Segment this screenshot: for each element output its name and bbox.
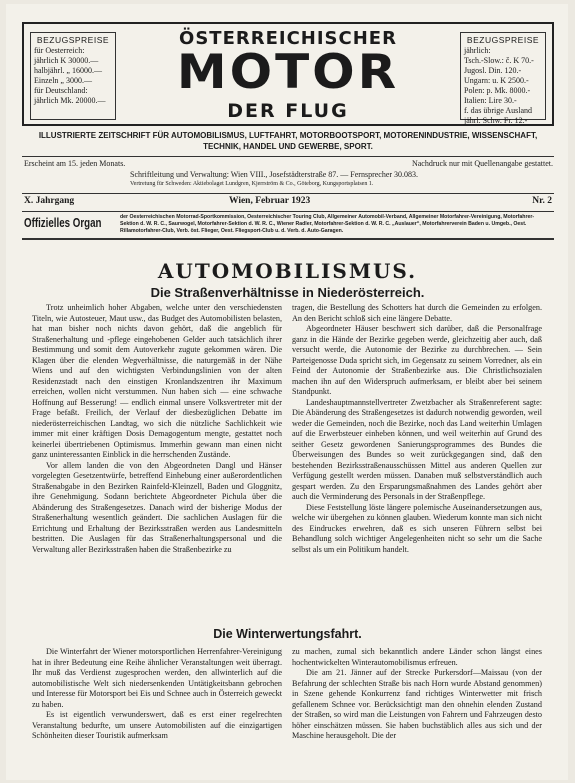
article-title: Die Straßenverhältnisse in Niederösterreich. [150, 285, 425, 300]
article-title: Die Winterwertungsfahrt. [213, 627, 362, 641]
paragraph: Vor allem landen die von den Abgeordneten Dangl und Hänser vorgelegten Gesetzentwürfe, betreffend Einhebung einer außerordentlichen Straßenabgabe in den Bezirken Rainfeld-Kleinzell, Baden und Gloggnitz, ihre Genehmigung. Sodann berichtete Abgeordneter Pichula über die Abänderung des Straßengesetzes. Danach wird der bisherige Modus der Straßenerhaltung wesentlich geändert. Die sachlichen Auslagen für die Errichtung und Erhaltung der Bezirksstraßen werden aus Landesmitteln bestritten. Die Auslagen für das Straßenerhaltungspersonal und die Verwaltung aller Bezirksstraßen haben die Straßenbezirke zu [32, 460, 282, 554]
subscription-line: jährl. Schw. Fr. 12.- [464, 116, 528, 125]
volume: X. Jahrgang [24, 196, 75, 206]
subscription-line: halbjährl. „ 16000.— [34, 66, 102, 75]
title-top: ÖSTERREICHISCHER [179, 28, 397, 49]
divider [22, 211, 554, 212]
subscription-line: Italien: Lire 30.- [464, 96, 517, 105]
subscription-line: Tsch.-Slow.: č. K 70.- [464, 56, 534, 65]
paragraph: Die am 21. Jänner auf der Strecke Purkersdorf—Maissau (von der Befahrung der schlechten Straße bis nach Horn wurde Abstand genommen) in Szene gehende Konkurrenz fand richtiges Winterwetter mit frisch gefallenem Schnee vor. Berücksichtigt man den ohnehin elenden Zustand der Straßen, so wird man die Leistungen von Fahrern und Fahrzeugen desto höher einschätzen müssen. Sie haben buchstäblich alles aus sich und der Maschine herausgeholt. Die der [292, 668, 542, 740]
article-column-right [292, 303, 542, 620]
paragraph: Trotz unheimlich hoher Abgaben, welche unter den verschiedensten Titeln, wie Autosteuer, Maut usw., das Budget des Automobilisten belasten, hat man bisher noch nichts davon gehört, daß die angeblich für Straßenerhaltung und -pflege eingehobenen Gelder auch tatsächlich ihrer Bestimmung und somit dem Autoverkehr zugute gekommen wären. Die Klagen über die elenden Wegverhältnisse, die naturgemäß in der Nähe Wiens und auf den wichtigsten Verbindungslinien von der alten Residenzstadt nach den einstigen Kronlandszentren ihr Maximum erreichen, wollen nicht verstummen. Nun haben sich — eine schwache Hoffnung auf Besserung! — endlich einmal unsere Volksvertreter mit der Frage befaßt. Freilich, der Verlauf der diesbezüglichen Debatte im niederösterreichischen Landtag, wo sich die nützliche Sachlichkeit wie immer mit einer kräftigen Dosis Demagogentum mengte, gestattet noch keinerlei übertriebenen Optimismus. Immerhin gewann man einen nicht ganz uninteressanten Einblick in die herrschenden Zustände. [32, 303, 282, 459]
divider [22, 193, 554, 194]
issue-date: Wien, Februar 1923 [229, 196, 311, 206]
masthead-tagline: ILLUSTRIERTE ZEITSCHRIFT FÜR AUTOMOBILISMUS, LUFTFAHRT, MOTORBOOTSPORT, MOTORENINDUSTRIE, WISSENSCHAFT, TECHNIK, HANDEL UND GEWERBE, SPORT. [38, 131, 538, 151]
divider [22, 238, 554, 240]
subscription-line: für Oesterreich: [34, 46, 85, 55]
subscription-line: Einzeln „ 3000.— [34, 76, 92, 85]
subscription-line: jährlich K 30000.— [34, 56, 99, 65]
paragraph: Die Winterfahrt der Wiener motorsportlichen Herrenfahrer-Vereinigung hat in ihrer Bedeutung eine Reihe ähnlicher Veranstaltungen weit überragt. Ihr muß das Verdienst zugesprochen werden, den allwinterlich auf die automobilistische Welt sich niedersenkenden Untätigkeitsbann gebrochen und Interesse für Motorsport bei Eis und Schnee auch in Österreich geweckt zu haben. [32, 647, 282, 709]
subscription-line: Jugosl. Din. 120.- [464, 66, 522, 75]
official-organ-text: der Oesterreichischen Motorrad-Sportkommission, Oesterreichischer Touring Club, Allgemeiner Automobil-Verband, Allgemeiner Motorfahrer-Vereinigung, Motorfahrer-Sektion d. W. R. C., Saurwogel, Motorfahrer-Sektion d. W. R. C., Wiener Radler, Motorfahrer-Sektion d. W. R. C. „Auslauer“, Motorfahrerverein Baden u. Umgeb., Oest. Rillamotorfahrer-Club, Verb. öst. Flieger, Oest. Fliegsport-Club u. d. Verb. d. Auto-Garagen. [120, 214, 535, 234]
article-column-left [32, 647, 282, 777]
reprint-notice: Nachdruck nur mit Quellenangabe gestattet. [411, 159, 553, 168]
article-column-left [32, 303, 282, 620]
title-main: MOTOR [176, 44, 400, 100]
subscription-box-foreign [460, 32, 546, 125]
issue-row [24, 196, 552, 210]
subscription-line: jährlich: [464, 46, 491, 55]
section-title: AUTOMOBILISMUS. [157, 259, 418, 283]
divider [22, 156, 554, 157]
subscription-line: f. das übrige Ausland [464, 106, 532, 115]
official-organ-label: Offizielles Organ [24, 215, 102, 230]
editorial-address: Schriftleitung und Verwaltung: Wien VIII., Josefstädterstraße 87. — Fernsprecher 30.083. [130, 170, 419, 179]
subscription-heading: BEZUGSPREISE [36, 35, 110, 45]
title-sub: DER FLUG [227, 100, 349, 122]
issue-number: Nr. 2 [532, 196, 552, 206]
publication-frequency: Erscheint am 15. jeden Monats. [24, 159, 126, 168]
subscription-line: Ungarn: u. K 2500.- [464, 76, 529, 85]
masthead-title [122, 24, 454, 126]
paragraph: Diese Feststellung löste längere polemische Auseinandersetzungen aus, welche wir übergehen zu können glauben. Wiederum konnte man sich nicht des Eindruckes erwehren, daß es sich unseren Führern selbst bei Behandlung solch wichtiger Angelegenheiten nicht so sehr um die Sache selbst als um ein Politikum handelt. [292, 502, 542, 554]
subscription-line: für Deutschland: [34, 86, 88, 95]
sweden-representation: Vertretung für Schweden: Aktiebolaget Lundgren, Kjerrström & Co., Göteborg, Kungsportsplatsen 1. [130, 181, 374, 187]
paragraph: tragen, die Bestellung des Schotters hat durch die Gemeinden zu erfolgen. An den Bericht schloß sich eine längere Debatte. [292, 303, 542, 323]
subscription-line: Polen: p. Mk. 8000.- [464, 86, 531, 95]
subscription-box-austria [30, 32, 116, 120]
subscription-line: jährlich Mk. 20000.— [34, 96, 106, 105]
paragraph: Landeshauptmannstellvertreter Zwetzbacher als Straßenreferent sagte: Die Abänderung des Straßengesetzes ist dadurch notwendig geworden, weil weder die Gemeinden, noch die Bezirke, noch das Land weiterhin Umlagen auf die Erwerbsteuer einheben können, und weil weiterhin auf Grund des seither Gesetz gewordenen Sanierungsprogrammes des Bundes die Überweisungen des Bundes so weit zurückgegangen sind, daß den bestehenden Bezirksstraßenausschüssen Mittel aus anderen Quellen zur Verfügung gestellt werden müssen. Danaben muß selbstverständlich auch gespart werden. Zu den Ersparungsmaßnahmen des Landes gehört aber auch die Verminderung des Personals in der Straßenpflege. [292, 397, 542, 501]
paragraph: Es ist eigentlich verwunderswert, daß es erst einer regelrechten Veranstaltung bedurfte, um unsere Automobilisten auf die einzigartigen Schönheiten dieser Touristik aufmerksam [32, 710, 282, 740]
paragraph: zu machen, zumal sich bekanntlich andere Länder schon längst eines hochentwickelten Winterautomobilismus erfreuen. [292, 647, 542, 667]
masthead [22, 22, 554, 126]
article-column-right [292, 647, 542, 777]
paragraph: Abgeordneter Häuser beschwert sich darüber, daß die Personalfrage ganz in die Hände der Bezirke gegeben werde, gleichzeitig aber auch, daß versucht werde, die Autonomie der Bezirke zu durchbrechen. — Sein Parteigenosse Duda spricht sich, im Gegensatz zu seinem Vorredner, als ein Feind der Autonomie der Straßenbezirke aus. Die Christlichsozialen machen ihn auf den Widerspruch aufmerksam, er bleibt aber bei seinem Standpunkt. [292, 324, 542, 396]
subscription-heading: BEZUGSPREISE [466, 35, 540, 45]
